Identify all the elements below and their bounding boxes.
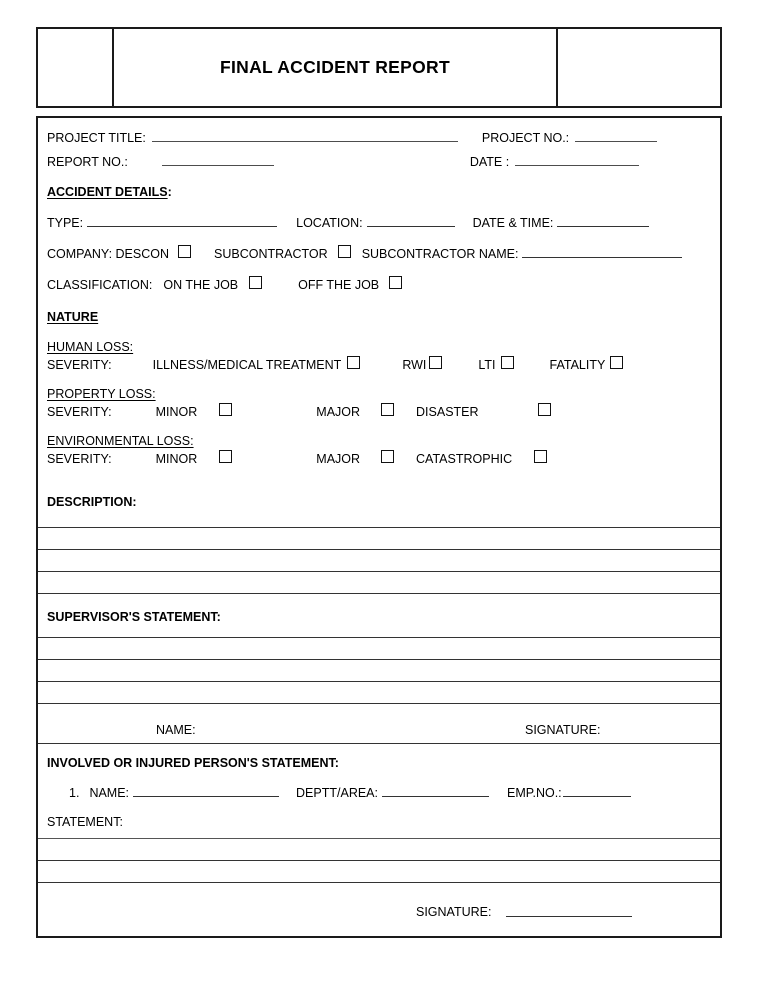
accident-details-heading-colon: : [167, 185, 172, 199]
project-title-label: PROJECT TITLE: [47, 131, 146, 145]
property-loss-option-0-label: MINOR [155, 405, 198, 419]
off-the-job-label: OFF THE JOB [298, 278, 380, 292]
injured-person-label-row [47, 756, 711, 770]
type-location-row [47, 215, 711, 230]
injured-person-dept-input[interactable] [382, 785, 489, 797]
descon-checkbox[interactable] [178, 245, 191, 258]
date-time-input[interactable] [557, 215, 649, 227]
off-the-job-checkbox[interactable] [389, 276, 402, 289]
final-signature-label: SIGNATURE: [416, 905, 492, 919]
injured-person-item-number: 1. [69, 786, 80, 800]
injured-person-section [38, 743, 720, 838]
environmental-loss-option-0-checkbox[interactable] [219, 450, 232, 463]
environmental-loss-group [47, 434, 711, 466]
project-title-input[interactable] [152, 130, 458, 142]
form-body [36, 116, 722, 938]
subcontractor-label: SUBCONTRACTOR [214, 247, 328, 261]
subcontractor-name-label: SUBCONTRACTOR NAME: [361, 247, 519, 261]
supervisor-name-label: NAME: [156, 723, 196, 737]
environmental-loss-option-2-label: CATASTROPHIC [416, 452, 513, 466]
injured-person-statement-row [47, 815, 711, 829]
human-loss-option-3-label: FATALITY [549, 358, 606, 372]
human-loss-group [47, 340, 711, 372]
environmental-loss-option-1-label: MAJOR [316, 452, 361, 466]
human-loss-option-1-checkbox[interactable] [429, 356, 442, 369]
final-signature-input[interactable] [506, 905, 632, 917]
page-title: FINAL ACCIDENT REPORT [220, 57, 450, 77]
supervisor-signature-label: SIGNATURE: [525, 723, 601, 737]
company-label: COMPANY: DESCON [47, 247, 170, 261]
supervisor-line-1[interactable] [38, 659, 720, 681]
project-no-input[interactable] [575, 130, 657, 142]
supervisor-statement-label: SUPERVISOR'S STATEMENT: [47, 610, 221, 624]
classification-row [47, 276, 711, 292]
supervisor-statement-header [38, 593, 720, 637]
date-label: DATE : [469, 155, 510, 169]
accident-details-heading-text: ACCIDENT DETAILS [47, 185, 168, 199]
title-cell-center [114, 29, 558, 106]
environmental-loss-title: ENVIRONMENTAL LOSS: [47, 434, 194, 448]
injured-person-emp-no-label: EMP.NO.: [507, 786, 562, 800]
property-loss-option-0-checkbox[interactable] [219, 403, 232, 416]
human-loss-option-1-label: RWI [402, 358, 427, 372]
property-loss-severity-label: SEVERITY: [47, 405, 112, 419]
injured-person-statement-label: STATEMENT: [47, 815, 123, 829]
property-loss-severity-row [47, 403, 711, 419]
final-signature-row [38, 882, 720, 944]
human-loss-option-0-checkbox[interactable] [347, 356, 360, 369]
environmental-loss-option-0-label: MINOR [155, 452, 198, 466]
title-block [36, 27, 722, 108]
description-line-2[interactable] [38, 571, 720, 593]
accident-details-heading [47, 185, 711, 199]
location-input[interactable] [367, 215, 455, 227]
report-no-input[interactable] [162, 154, 274, 166]
human-loss-option-3-checkbox[interactable] [610, 356, 623, 369]
subcontractor-checkbox[interactable] [338, 245, 351, 258]
nature-heading [47, 310, 711, 324]
environmental-loss-severity-row [47, 450, 711, 466]
injured-person-name-row [47, 785, 711, 800]
on-the-job-label: ON THE JOB [163, 278, 239, 292]
description-label: DESCRIPTION: [47, 495, 137, 509]
property-loss-option-2-checkbox[interactable] [538, 403, 551, 416]
injured-person-label: INVOLVED OR INJURED PERSON'S STATEMENT: [47, 756, 339, 770]
company-row [47, 245, 711, 261]
type-label: TYPE: [47, 216, 84, 230]
property-loss-option-1-label: MAJOR [316, 405, 361, 419]
on-the-job-checkbox[interactable] [249, 276, 262, 289]
nature-heading-text: NATURE [47, 310, 99, 324]
human-loss-title-row [47, 340, 711, 354]
report-no-row [47, 154, 711, 169]
property-loss-option-1-checkbox[interactable] [381, 403, 394, 416]
type-input[interactable] [87, 215, 277, 227]
report-no-label: REPORT NO.: [47, 155, 128, 169]
title-cell-left [38, 29, 114, 106]
description-line-1[interactable] [38, 549, 720, 571]
injured-person-name-input[interactable] [133, 785, 279, 797]
environmental-loss-option-1-checkbox[interactable] [381, 450, 394, 463]
classification-label: CLASSIFICATION: [47, 278, 153, 292]
title-cell-right [558, 29, 720, 106]
property-loss-option-2-label: DISASTER [416, 405, 479, 419]
human-loss-option-2-label: LTI [478, 358, 496, 372]
description-label-row [47, 495, 711, 509]
human-loss-option-2-checkbox[interactable] [501, 356, 514, 369]
project-title-row [47, 130, 711, 145]
location-label: LOCATION: [296, 216, 363, 230]
human-loss-option-0-label: ILLNESS/MEDICAL TREATMENT [152, 358, 342, 372]
environmental-loss-title-row [47, 434, 711, 448]
human-loss-title: HUMAN LOSS: [47, 340, 134, 354]
property-loss-title-row [47, 387, 711, 401]
date-time-label: DATE & TIME: [472, 216, 554, 230]
project-no-label: PROJECT NO.: [481, 131, 570, 145]
injured-person-dept-label: DEPTT/AREA: [296, 786, 378, 800]
date-input[interactable] [515, 154, 639, 166]
environmental-loss-option-2-checkbox[interactable] [534, 450, 547, 463]
supervisor-line-2[interactable] [38, 681, 720, 703]
injured-person-name-label: NAME: [89, 786, 130, 800]
injured-person-line-1[interactable] [38, 860, 720, 882]
injured-person-emp-no-input[interactable] [563, 785, 631, 797]
supervisor-signoff-row [38, 703, 720, 743]
description-line-0[interactable] [38, 527, 720, 549]
subcontractor-name-input[interactable] [522, 246, 682, 258]
property-loss-title: PROPERTY LOSS: [47, 387, 156, 401]
human-loss-severity-label: SEVERITY: [47, 358, 112, 372]
property-loss-group [47, 387, 711, 419]
human-loss-severity-row [47, 356, 711, 372]
supervisor-line-0[interactable] [38, 637, 720, 659]
injured-person-line-0[interactable] [38, 838, 720, 860]
environmental-loss-severity-label: SEVERITY: [47, 452, 112, 466]
